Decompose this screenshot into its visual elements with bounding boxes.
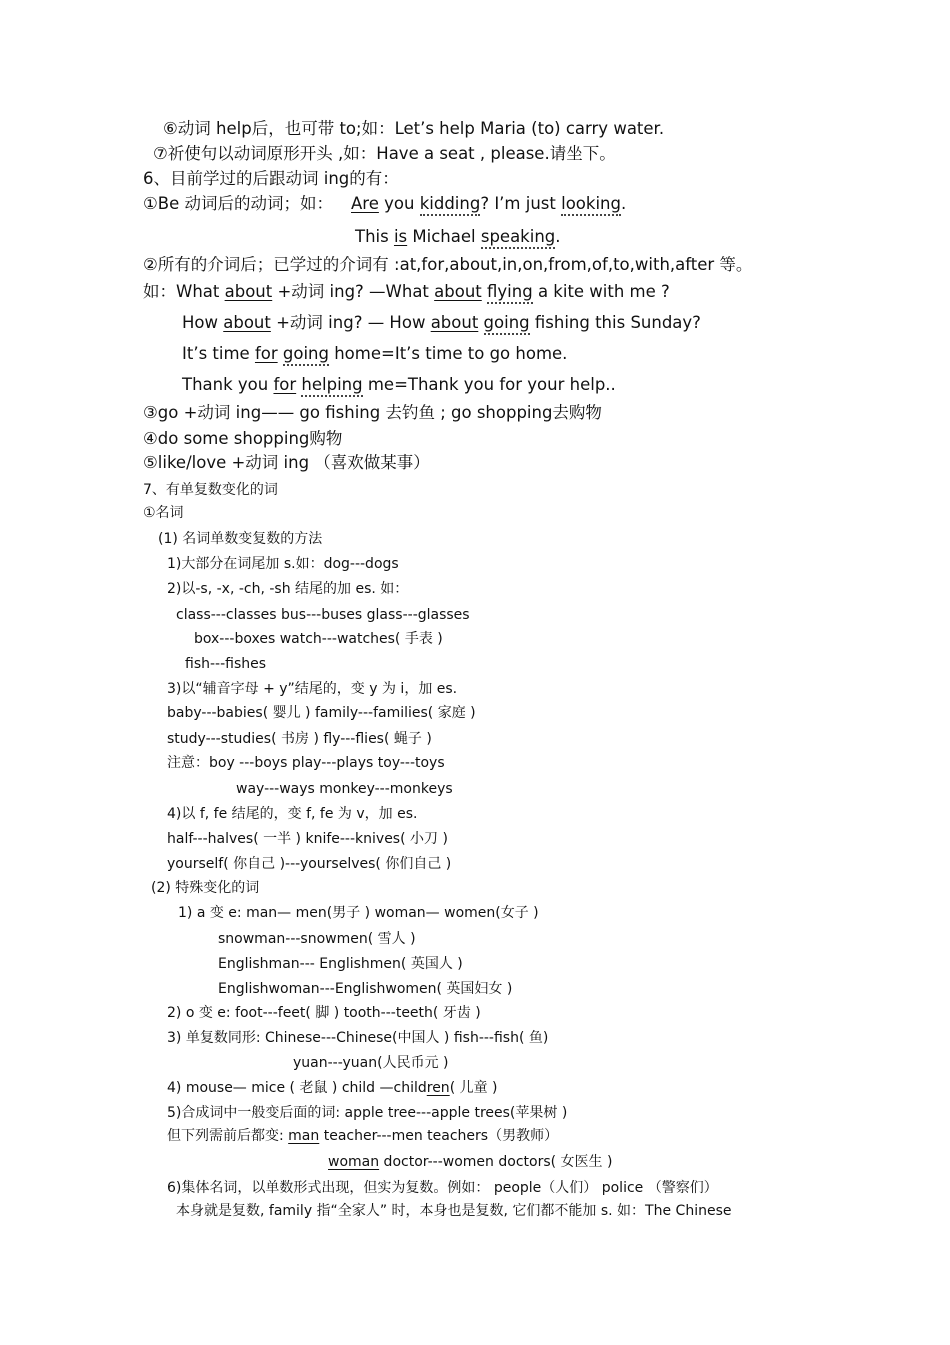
text: just	[525, 194, 562, 213]
text-line: 6)集体名词，以单数形式出现，但实为复数。例如： people（人们） police （警察们）	[167, 1180, 718, 1196]
text: you	[378, 194, 420, 213]
text-line	[182, 314, 701, 333]
text-line: fish---fishes	[185, 656, 267, 672]
text-line: ③go +动词 ing—— go fishing 去钓鱼 ; go shopping去购物	[143, 403, 602, 422]
underlined-word: woman	[328, 1154, 380, 1170]
text-line	[167, 1080, 498, 1096]
text-line	[328, 1154, 612, 1170]
text: a kite with me ?	[532, 282, 670, 301]
underlined-word: man	[288, 1128, 320, 1144]
text-line: 本身就是复数, family 指“全家人” 时，本身也是复数, 它们都不能加 s. 如：The Chinese	[176, 1203, 732, 1219]
dotted-word: helping	[301, 375, 362, 397]
text: How	[182, 313, 224, 332]
underlined-word: about	[223, 313, 271, 332]
text: me=Thank you for your help..	[362, 375, 616, 394]
text: 如：What	[143, 282, 225, 301]
underlined-word: about	[430, 313, 479, 332]
text-line	[182, 376, 616, 395]
text: .	[555, 227, 561, 246]
text-line: ②所有的介词后；已学过的介词有 :at,for,about,in,on,from,of,to,with,after 等。	[143, 255, 753, 274]
text-line: ⑥动词 help后，也可带 to;如：Let’s help Maria (to) carry water.	[163, 119, 665, 138]
section-heading: 6、目前学过的后跟动词 ing的有：	[143, 169, 399, 188]
text: Michael	[407, 227, 481, 246]
text-line: 3)以“辅音字母 + y”结尾的，变 y 为 i，加 es.	[167, 681, 458, 697]
text-line: class---classes bus---buses glass---glasses	[176, 607, 470, 623]
underlined-word: Are	[351, 194, 379, 213]
underlined-word: for	[254, 344, 278, 363]
underlined-word: for	[273, 375, 297, 394]
dotted-word: looking	[561, 194, 621, 216]
text-line: half---halves( 一半 ) knife---knives( 小刀 )	[167, 831, 448, 847]
text-line: 2) o 变 e: foot---feet( 脚 ) tooth---teeth( 牙齿 )	[167, 1005, 481, 1021]
dotted-word: going	[484, 313, 530, 335]
text-line: ⑤like/love +动词 ing （喜欢做某事）	[143, 453, 430, 472]
text-line: baby---babies( 婴儿 ) family---families( 家庭 )	[167, 705, 476, 721]
text-line: 注意：boy ---boys play---plays toy---toys	[167, 755, 445, 771]
underlined-word: about	[434, 282, 482, 301]
text-line: 3) 单复数同形: Chinese---Chinese(中国人 ) fish---fish( 鱼)	[167, 1030, 549, 1046]
underlined-word: about	[224, 282, 273, 301]
text: fishing this Sunday?	[529, 313, 701, 332]
text-line: box---boxes watch---watches( 手表 )	[194, 631, 443, 647]
dotted-word: going	[283, 344, 329, 366]
text-line: ⑦祈使句以动词原形开头 ,如：Have a seat , please.请坐下。	[153, 144, 616, 163]
text-line	[182, 345, 567, 364]
text-line: 1) a 变 e: man— men(男子 ) woman— women(女子 )	[178, 905, 539, 921]
text: doctor---women doctors( 女医生 )	[379, 1154, 613, 1170]
text-line: ①名词	[143, 505, 184, 521]
text-line: way---ways monkey---monkeys	[236, 781, 453, 797]
text-line: ④do some shopping购物	[143, 429, 343, 448]
text-line: study---studies( 书房 ) fly---flies( 蝇子 )	[167, 731, 432, 747]
text-line: (1) 名词单数变复数的方法	[158, 531, 323, 547]
text-line: 1)大部分在词尾加 s.如：dog---dogs	[167, 556, 399, 572]
underlined-word: is	[393, 227, 408, 246]
text: 但下列需前后都变:	[167, 1128, 289, 1144]
text: +动词 ing? —What	[272, 282, 435, 301]
text-line: 2)以-s, -x, -ch, -sh 结尾的加 es. 如：	[167, 581, 409, 597]
section-heading: 7、有单复数变化的词	[143, 482, 278, 498]
text-line	[143, 283, 670, 302]
text-line: (2) 特殊变化的词	[151, 880, 260, 896]
text-line: 4)以 f, fe 结尾的，变 f, fe 为 v，加 es.	[167, 806, 418, 822]
text: Thank you	[182, 375, 274, 394]
text: teacher---men teachers（男教师）	[319, 1128, 559, 1144]
text-line: yourself( 你自己 )---yourselves( 你们自己 )	[167, 856, 452, 872]
text-line: yuan---yuan(人民币元 )	[293, 1055, 449, 1071]
text-line: Englishman--- Englishmen( 英国人 )	[218, 956, 463, 972]
text: home=It’s time to go home.	[328, 344, 568, 363]
text-line: snowman---snowmen( 雪人 )	[218, 931, 416, 947]
text	[478, 313, 483, 332]
text-line: 5)合成词中一般变后面的词: apple tree---apple trees(苹果树 )	[167, 1105, 568, 1121]
text-line	[167, 1128, 558, 1144]
text: ①Be 动词后的动词；如：	[143, 194, 334, 213]
text-line	[143, 195, 626, 214]
dotted-word: kidding	[420, 194, 481, 216]
text: This	[355, 227, 394, 246]
text: 4) mouse— mice ( 老鼠 ) child —child	[167, 1080, 427, 1096]
dotted-word: flying	[487, 282, 533, 304]
text: It’s time	[182, 344, 255, 363]
text-line: Englishwoman---Englishwomen( 英国妇女 )	[218, 981, 513, 997]
text: .	[620, 194, 627, 213]
text: ? I’m	[480, 194, 526, 213]
text: +动词 ing? — How	[270, 313, 431, 332]
dotted-word: speaking	[481, 227, 555, 249]
underlined-word: ren	[426, 1080, 450, 1096]
text-line	[355, 228, 561, 247]
text: ( 儿童 )	[449, 1080, 498, 1096]
